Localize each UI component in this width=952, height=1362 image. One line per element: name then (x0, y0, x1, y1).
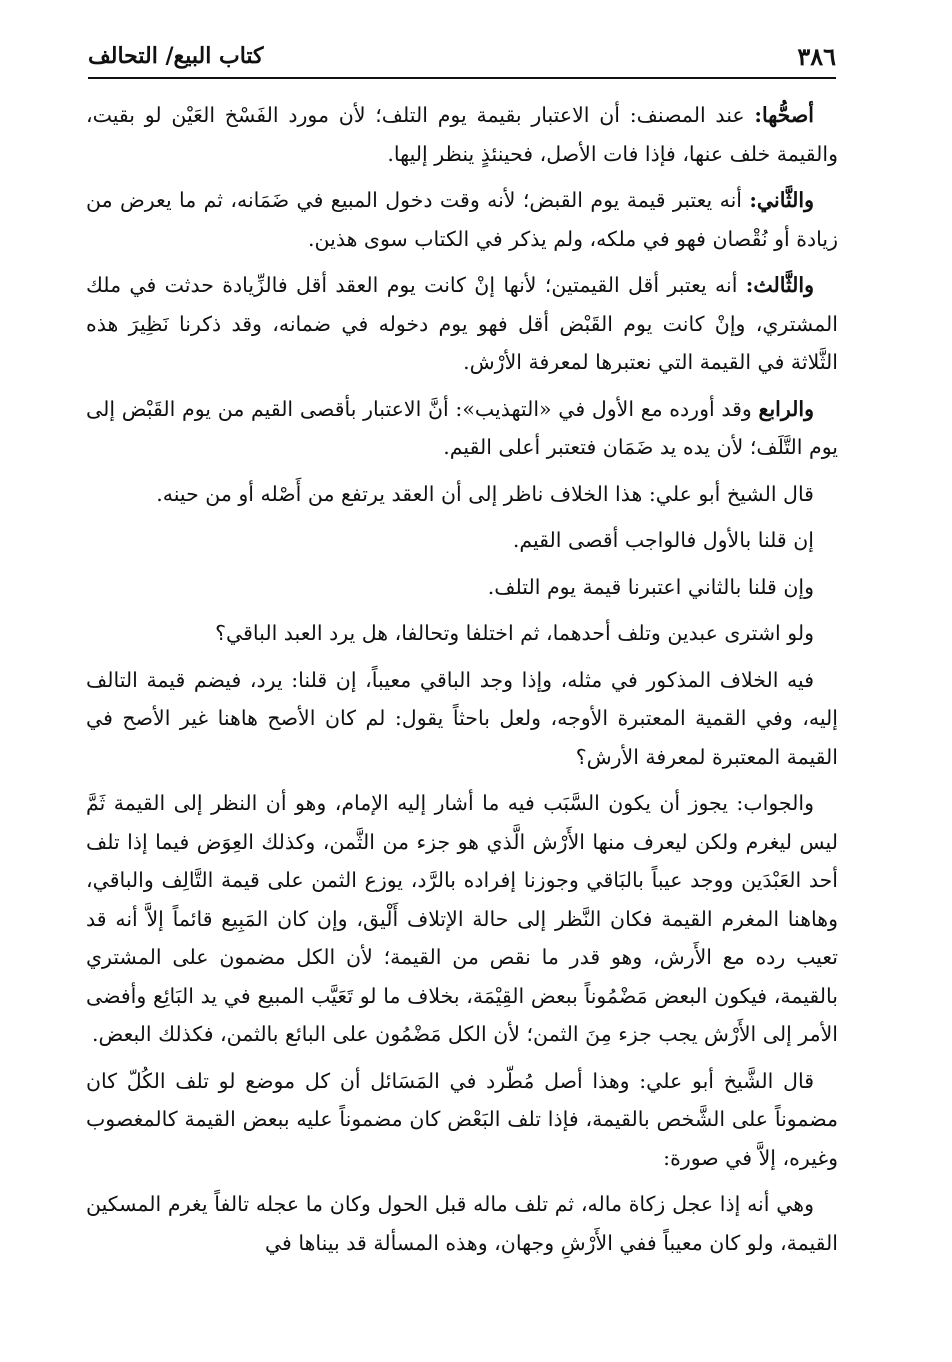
paragraph-lead: والرابع (758, 396, 814, 421)
body-text (86, 96, 838, 1270)
paragraph (86, 614, 838, 653)
paragraph (86, 96, 838, 173)
running-header (88, 36, 836, 76)
paragraph (86, 784, 838, 1054)
paragraph (86, 266, 838, 382)
paragraph (86, 181, 838, 258)
paragraph-lead: والثَّالث: (745, 273, 814, 297)
paragraph (86, 521, 838, 560)
paragraph-text: وهي أنه إذا عجل زكاة ماله، ثم تلف ماله قبل الحول وكان ما عجله تالفاً يغرم المسكين القيمة، ولو كان معيباً ففي الأَرْشِ وجهان، وهذه المسألة قد بيناها في (86, 1192, 838, 1255)
paragraph (86, 1185, 838, 1262)
paragraph-text: وإن قلنا بالثاني اعتبرنا قيمة يوم التلف. (487, 574, 814, 599)
paragraph (86, 661, 838, 777)
paragraph-text: قال الشيخ أبو علي: هذا الخلاف ناظر إلى أن العقد يرتفع من أَصْله أو من حينه. (156, 481, 814, 506)
paragraph-text: إن قلنا بالأول فالواجب أقصى القيم. (512, 528, 814, 552)
paragraph-lead: أصحُّها: (754, 103, 814, 127)
page-number: ٣٨٦ (797, 41, 836, 71)
paragraph (86, 568, 838, 607)
paragraph (86, 1062, 838, 1178)
paragraph-text: فيه الخلاف المذكور في مثله، وإذا وجد الباقي معيباً، إن قلنا: يرد، فيضم قيمة التالف إليه، وفي القمية المعتبرة الأوجه، ولعل باحثاً يقول: لم كان الأصح هاهنا غير الأصح في القيمة المعتبرة لمعرفة الأرش؟ (86, 667, 838, 769)
paragraph (86, 475, 838, 514)
paragraph-text: أنه يعتبر أقل القيمتين؛ لأنها إنْ كانت يوم العقد أقل فالزِّيادة حدثت في ملك المشتري، وإنْ كانت يوم القَبْض أقل فهو يوم دخوله في ضمانه، وقد ذكرنا نَظِيرَ هذه الثَّلاثة في القيمة التي نعتبرها لمعرفة الأرْش. (86, 273, 838, 374)
header-rule (88, 77, 836, 79)
paragraph (86, 390, 838, 467)
paragraph-text: عند المصنف: أن الاعتبار بقيمة يوم التلف؛ لأن مورد الفَسْخ العَيْن لو بقيت، والقيمة خلف عنها، فإذا فات الأصل، فحينئذٍ ينظر إليها. (86, 103, 838, 166)
paragraph-text: أنه يعتبر قيمة يوم القبض؛ لأنه وقت دخول المبيع في ضَمَانه، ثم ما يعرض من زيادة أو نُقْصان فهو في ملكه، ولم يذكر في الكتاب سوى هذين. (86, 188, 838, 251)
paragraph-text: قال الشَّيخ أبو علي: وهذا أصل مُطّرد في المَسَائل أن كل موضع لو تلف الكُلّ كان مضموناً على الشَّخص بالقيمة، فإذا تلف البَعْض كان مضموناً عليه ببعض القيمة كالمغصوب وغيره، إلاَّ في صورة: (86, 1068, 838, 1170)
paragraph-text: والجواب: يجوز أن يكون السَّبَب فيه ما أشار إليه الإمام، وهو أن النظر إلى القيمة ثَمَّ ليس ليغرم ولكن ليعرف منها الأَرْش الَّذي هو جزء من الثَّمن، وكذلك العِوَض فيما إذا تلف أحد العَبْدَين ووجد عيباً بالبَاقي وجوزنا إفراده بالرَّد، يوزع الثمن على قيمة التَّالِف والباقي، وهاهنا المغرم القيمة فكان النَّظر إلى حالة الإتلاف أَلْيق، وإن كان المَبِيع قائماً إلاَّ أنه قد تعيب رده مع الأَرش، وهو قدر ما نقص من القيمة؛ لأن الكل مضمون على المشتري بالقيمة، فيكون البعض مَضْمُوناً ببعض القِيْمَة، بخلاف ما لو تَعَيَّب المبيع في يد البَائِع وأفضى الأمر إلى الأَرْش يجب جزء مِنَ الثمن؛ لأن الكل مَضْمُون على البائع بالثمن، فكذلك البعض. (86, 791, 838, 1046)
paragraph-text: وقد أورده مع الأول في «التهذيب»: أنَّ الاعتبار بأقصى القيم من يوم القَبْض إلى يوم التَّلَف؛ لأن يده يد ضَمَان فتعتبر أعلى القيم. (86, 396, 838, 459)
running-title: كتاب البيع/ التحالف (88, 43, 264, 69)
paragraph-text: ولو اشترى عبدين وتلف أحدهما، ثم اختلفا وتحالفا، هل يرد العبد الباقي؟ (215, 621, 814, 645)
paragraph-lead: والثَّاني: (749, 188, 814, 212)
